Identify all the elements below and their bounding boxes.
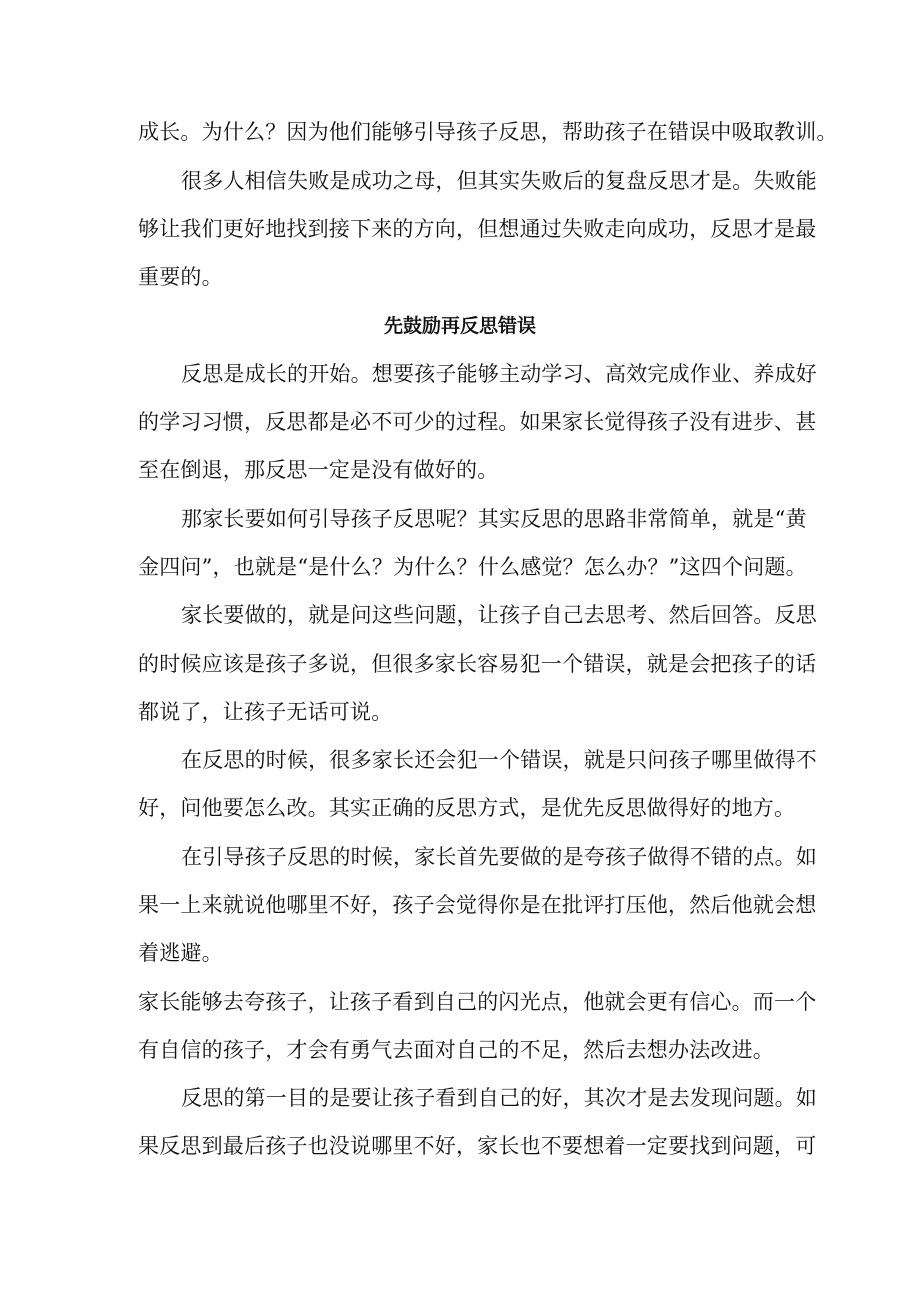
paragraph-line: 好，问他要怎么改。其实正确的反思方式，是优先反思做得好的地方。 [138,796,796,820]
paragraph-line: 至在倒退，那反思一定是没有做好的。 [138,458,499,482]
paragraph-line: 在引导孩子反思的时候，家长首先要做的是夸孩子做得不错的点。如 [181,845,817,869]
paragraph-line: 在反思的时候，很多家长还会犯一个错误，就是只问孩子哪里做得不 [181,748,817,772]
paragraph-line: 果一上来就说他哪里不好，孩子会觉得你是在批评打压他，然后他就会想 [138,893,817,917]
section-heading: 先鼓励再反思错误 [383,315,536,337]
paragraph-line: 家长能够去夸孩子，让孩子看到自己的闪光点，他就会更有信心。而一个 [138,990,817,1014]
paragraph-line: 的学习习惯，反思都是必不可少的过程。如果家长觉得孩子没有进步、甚 [138,410,817,434]
paragraph-line: 着逃避。 [138,941,223,965]
paragraph-line: 重要的。 [138,265,223,289]
paragraph-line: 家长要做的，就是问这些问题，让孩子自己去思考、然后回答。反思 [181,603,817,627]
paragraph-line: 成长。为什么？因为他们能够引导孩子反思，帮助孩子在错误中吸取教训。 [138,120,838,144]
paragraph-line: 反思是成长的开始。想要孩子能够主动学习、高效完成作业、养成好 [181,362,817,386]
paragraph-line: 那家长要如何引导孩子反思呢？其实反思的思路非常简单，就是“黄 [181,507,807,531]
paragraph-line: 都说了，让孩子无话可说。 [138,700,393,724]
paragraph-line: 有自信的孩子，才会有勇气去面对自己的不足，然后去想办法改进。 [138,1038,774,1062]
paragraph-line: 反思的第一目的是要让孩子看到自己的好，其次才是去发现问题。如 [181,1086,817,1110]
paragraph-line: 果反思到最后孩子也没说哪里不好，家长也不要想着一定要找到问题，可 [138,1134,817,1158]
paragraph-line: 很多人相信失败是成功之母，但其实失败后的复盘反思才是。失败能 [181,169,817,193]
paragraph-line: 金四问”，也就是“是什么？为什么？什么感觉？怎么办？”这四个问题。 [138,555,807,579]
paragraph-line: 的时候应该是孩子多说，但很多家长容易犯一个错误，就是会把孩子的话 [138,652,817,676]
paragraph-line: 够让我们更好地找到接下来的方向，但想通过失败走向成功，反思才是最 [138,217,817,241]
